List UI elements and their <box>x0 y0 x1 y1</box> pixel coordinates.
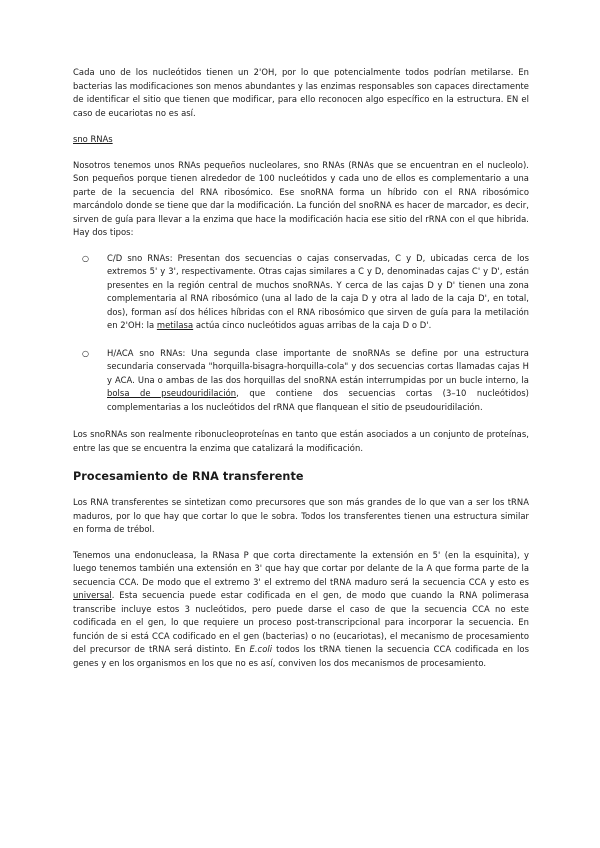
paragraph-snorna-ribonucleoproteins: Los snoRNAs son realmente ribonucleoproteínas en tanto que están asociados a un conjunto de proteínas, entre las que se encuentra la enzima que catalizará la modificación. <box>73 429 529 453</box>
universal-underlined: universal <box>73 590 112 600</box>
cd-snorna-text <box>107 252 529 333</box>
haca-snorna-text-part2: , que contiene dos secuencias cortas (3–10 nucleótidos) complementarias a los nucleótidos del rRNA que flanquean el sitio de pseudouridilación. <box>107 388 529 412</box>
document-page <box>73 66 529 670</box>
trna-text-part3: todos los tRNA tienen la secuencia CCA codificada en los genes y en los organismos en los que no es así, conviven los dos mecanismos de procesamiento. <box>73 644 529 668</box>
bolsa-pseudouridilacion-underlined: bolsa de pseudouridilación <box>107 388 237 398</box>
hollow-circle-bullet-icon: ○ <box>82 253 89 263</box>
haca-snorna-text-part1: H/ACA sno RNAs: Una segunda clase importante de snoRNAs se define por una estructura secundaria conservada "horquilla-bisagra-horquilla-cola" y dos secuencias cortas llamadas cajas H y ACA. Una o ambas de las dos horquillas del snoRNA están interrumpidas por un bucle interno, la <box>107 347 529 385</box>
cd-snorna-text-part2: actúa cinco nucleótidos aguas arribas de la caja D o D'. <box>193 320 432 330</box>
paragraph-snorna-description: Nosotros tenemos unos RNAs pequeños nucleolares, sno RNAs (RNAs que se encuentran en el nucleolo). Son pequeños porque tienen alrededor de 100 nucleótidos y cada uno de ellos es complementario a una parte de la secuencia del RNA ribosómico. Ese snoRNA forma un híbrido con el RNA ribosómico marcándolo donde se tiene que dar la modificación. La función del snoRNA es hacer de marcador, es decir, sirven de guía para llevar a la enzima que hace la modificación hacia ese sitio del rRNA con el que hibrida. Hay dos tipos: <box>73 159 529 237</box>
haca-snorna-text <box>107 347 529 415</box>
trna-text-part2: . Esta secuencia puede estar codificada en el gen, de modo que cuando la RNA polimerasa transcribe incluye estos 3 nucleótidos, pero puede darse el caso de que la secuencia CCA no este codificada en el gen, lo que requiere un proceso post-transcripcional para incorporar la secuencia. En función de si está CCA codificado en el gen (bacterias) o no (eucariotas), el mecanismo de procesamiento del precursor de tRNA será distinto. En <box>73 590 529 654</box>
ecoli-italic: E.coli <box>249 644 273 654</box>
cd-snorna-text-part1: C/D sno RNAs: Presentan dos secuencias o cajas conservadas, C y D, ubicadas cerca de los extremos 5' y 3', respectivamente. Otras cajas similares a C y D, denominadas cajas C' y D', están presentes en la región central de muchos snoRNAs. Y cerca de las cajas D y D' tienen una zona complementaria al RNA ribosómico (una al lado de la caja D y otra al lado de la caja D', en total, dos), forman así dos hélices híbridas con el RNA ribosómico que sirven de guía para la metilación en 2'OH: la <box>107 252 529 330</box>
list-item-cd-snorna <box>73 252 529 333</box>
snorna-types-list <box>73 252 529 415</box>
list-item-haca-snorna <box>73 347 529 415</box>
hollow-circle-bullet-icon: ○ <box>82 348 89 358</box>
metilasa-underlined: metilasa <box>156 320 194 330</box>
trna-text-part1: Tenemos una endonucleasa, la RNasa P que corta directamente la extensión en 5' (en la esquinita), y luego tenemos también una extensión en 3' que hay que cortar por delante de la A que forma parte de la secuencia CCA. De modo que el extremo 3' el extremo del tRNA maduro será la secuencia CCA y esto es <box>73 549 529 587</box>
paragraph-methylation-intro: Cada uno de los nucleótidos tienen un 2'OH, por lo que potencialmente todos podrían metilarse. En bacterias las modificaciones son menos abundantes y las enzimas responsables son capaces directamente de identificar el sitio que tienen que modificar, para ello reconocen algo específico en la estructura. EN el caso de eucariotas no es así. <box>73 67 529 118</box>
paragraph-trna-precursors: Los RNA transferentes se sintetizan como precursores que son más grandes de lo que van a ser los tRNA maduros, por lo que hay que cortar lo que le sobra. Todos los transferentes tienen una estructura similar en forma de trébol. <box>73 497 529 534</box>
snorna-heading-text: sno RNAs <box>73 134 113 144</box>
snorna-subheading <box>73 133 529 147</box>
paragraph-trna-endonuclease <box>73 549 529 671</box>
section-title-trna-processing: Procesamiento de RNA transferente <box>73 470 304 483</box>
